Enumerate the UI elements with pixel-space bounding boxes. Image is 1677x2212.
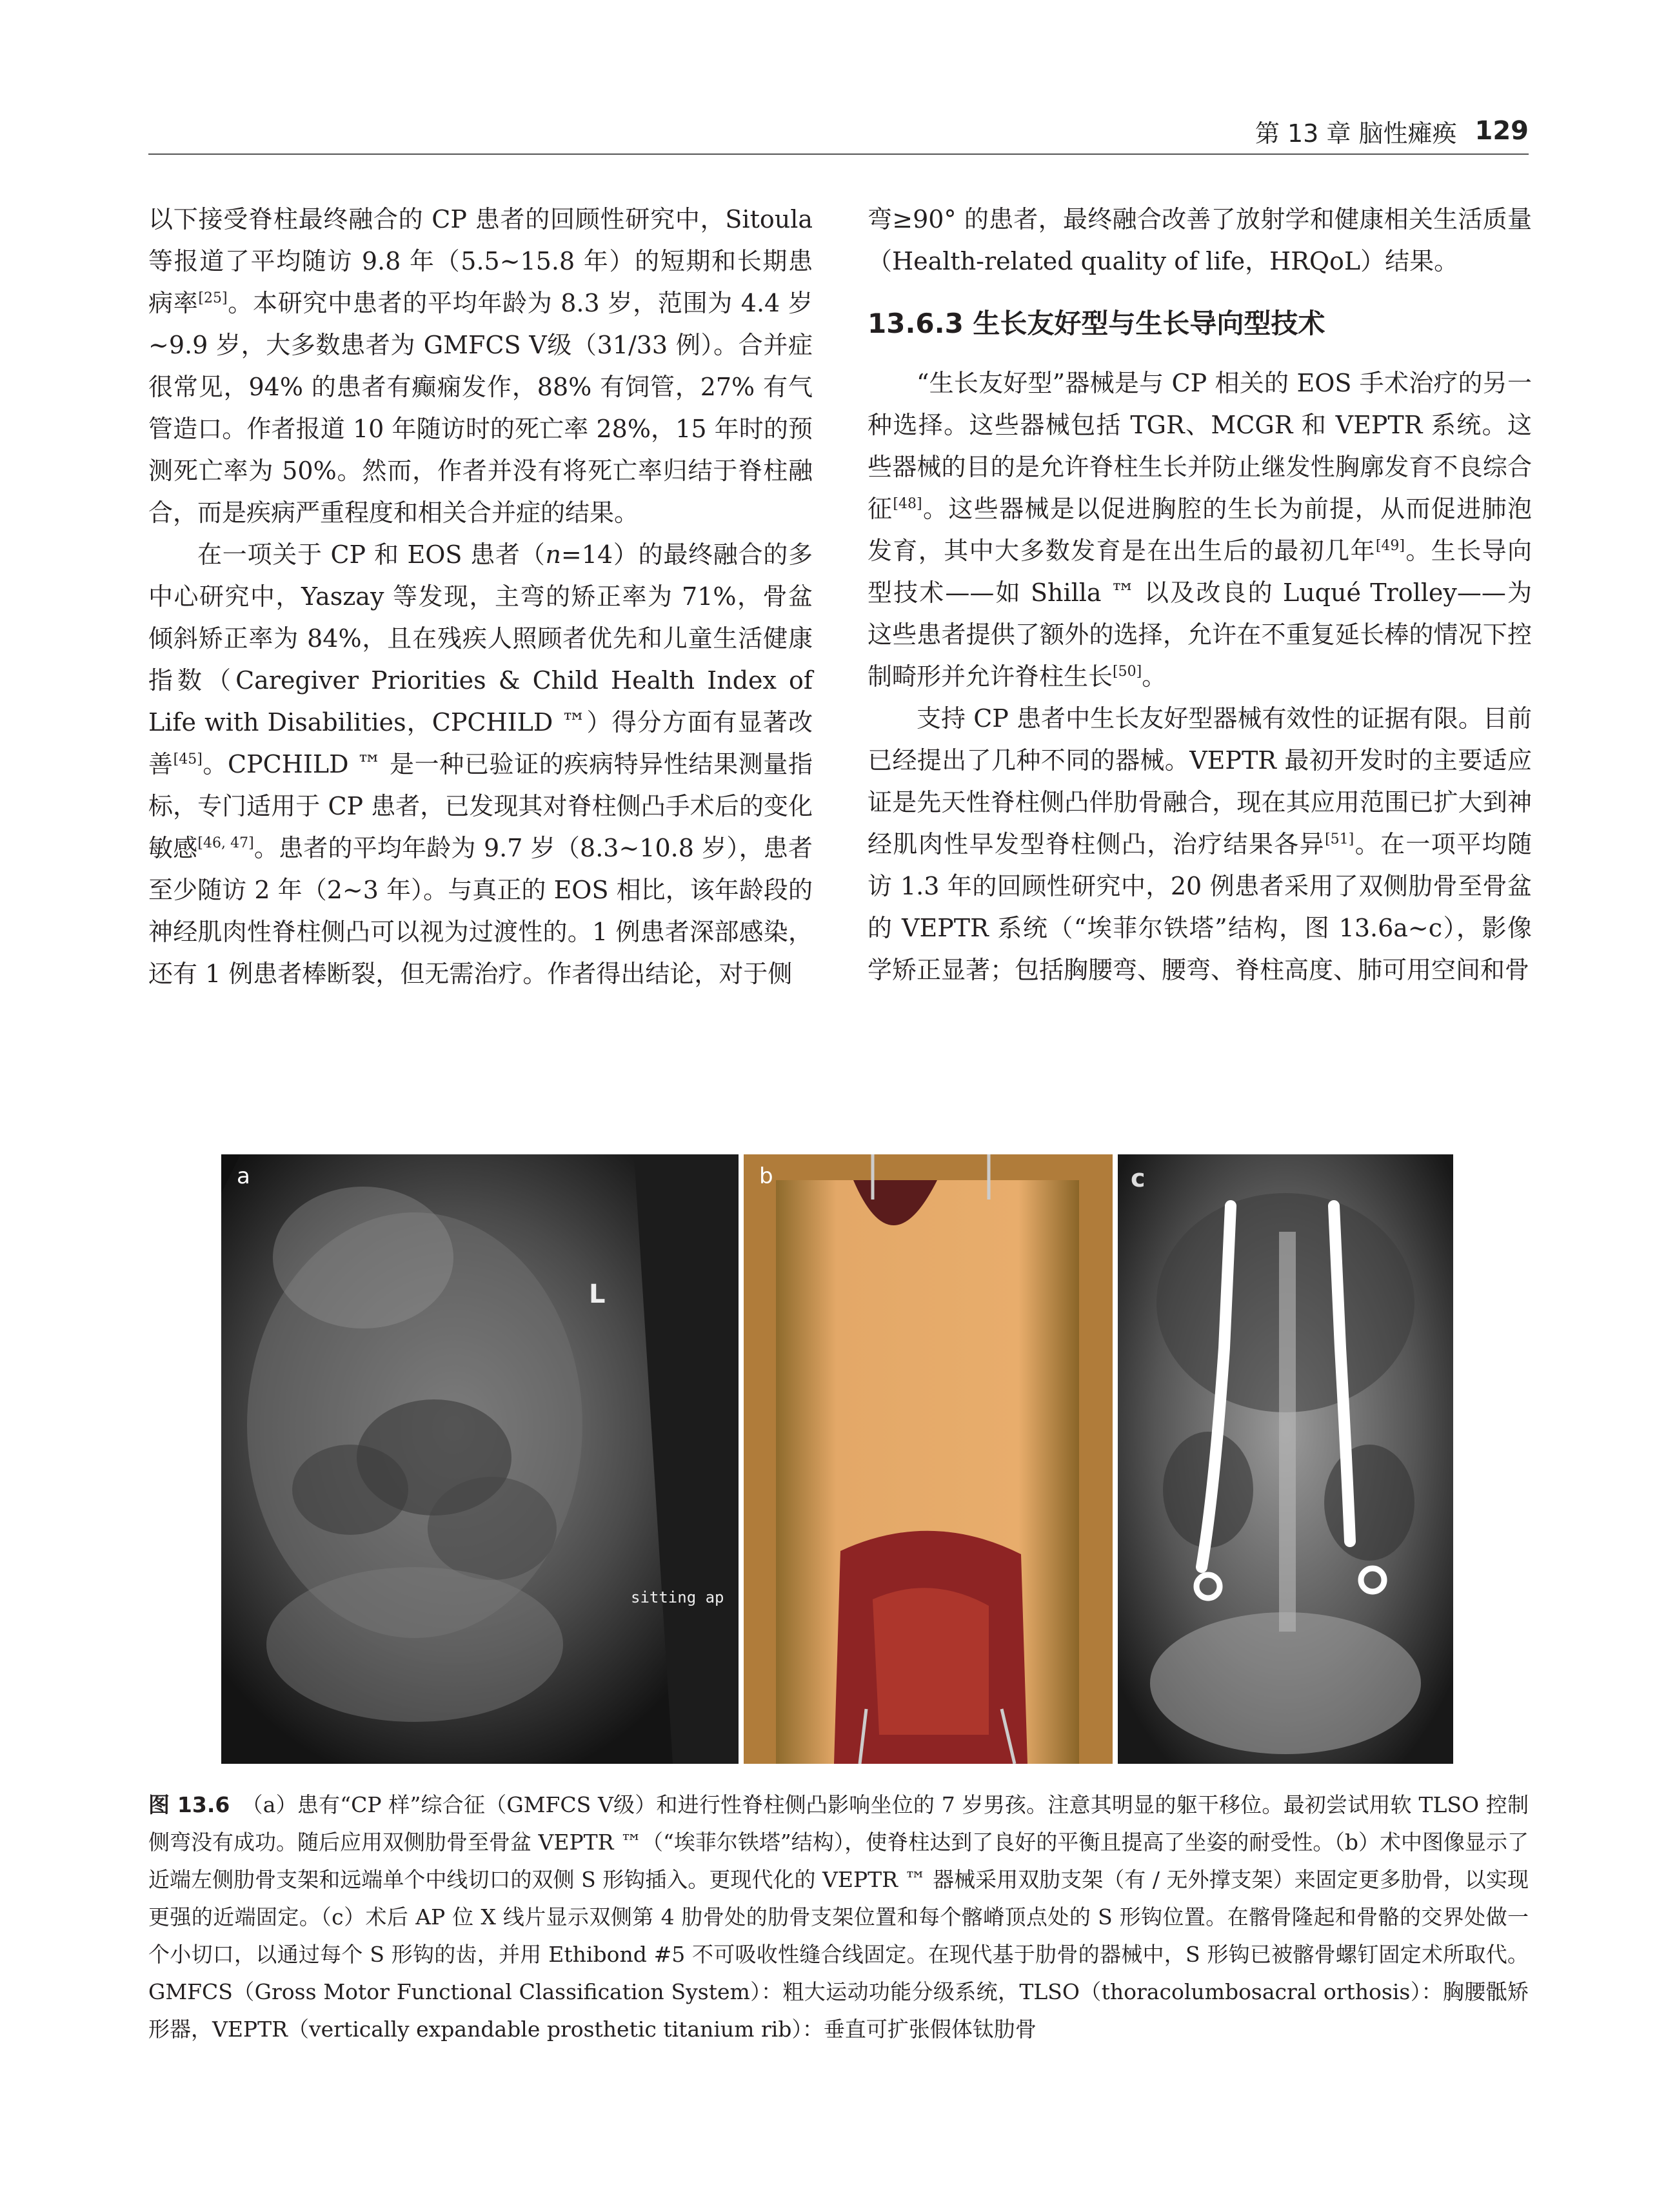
citation-ref: [48] [893,496,922,512]
paragraph-text: “生长友好型”器械是与 CP 相关的 EOS 手术治疗的另一种选择。这些器械包括 TGR、MCGR 和 VEPTR 系统。这些器械的目的是允许脊柱生长并防止继发性胸廓发育不良综合征 [868,369,1532,523]
paragraph-text: 支持 CP 患者中生长友好型器械有效性的证据有限。目前已经提出了几种不同的器械。VEPTR 最初开发时的主要适应证是先天性脊柱侧凸伴肋骨融合，现在其应用范围已扩大到神经肌肉性早发型脊柱侧凸，治疗结果各异 [868,704,1532,858]
figure-caption [148,1786,1529,2048]
paragraph: 弯≥90° 的患者，最终融合改善了放射学和健康相关生活质量（Health-related quality of life，HRQoL）结果。 [868,205,1532,275]
paragraph-text: 。本研究中患者的平均年龄为 8.3 岁，范围为 4.4 岁 ~9.9 岁，大多数患者为 GMFCS Ⅴ级（31/33 例）。合并症很常见，94% 的患者有癫痫发作，88% 有饲管，27% 有气管造口。作者报道 10 年随访时的死亡率 28%，15 年时的预测死亡率为 50%。然而，作者并没有将死亡率归结于脊柱融合，而是疾病严重程度和相关合并症的结果。 [148,289,813,527]
paragraph-text: =14）的最终融合的多中心研究中，Yaszay 等发现，主弯的矫正率为 71%，骨盆倾斜矫正率为 84%，且在残疾人照顾者优先和儿童生活健康指数（Caregiver Priorities & Child Health Index of Life with Disabilities，CPCHILD ™）得分方面有显著改善 [148,540,813,778]
paragraph-text: 。CPCHILD ™ 是一种已验证的疾病特异性结果测量指标，专门适用于 CP 患者，已发现其对脊柱侧凸手术后的变化敏感 [148,750,813,862]
xray-c-illustration [1118,1154,1453,1764]
caption-text: （a）患有“CP 样”综合征（GMFCS Ⅴ级）和进行性脊柱侧凸影响坐位的 7 岁男孩。注意其明显的躯干移位。最初尝试用软 TLSO 控制侧弯没有成功。随后应用双侧肋骨至骨盆 VEPTR ™（“埃菲尔铁塔”结构），使脊柱达到了良好的平衡且提高了坐姿的耐受性。（b）术中图像显示了近端左侧肋骨支架和远端单个中线切口的双侧 S 形钩插入。更现代化的 VEPTR ™ 器械采用双肋支架（有 / 无外撑支架）来固定更多肋骨，以实现更强的近端固定。（c）术后 AP 位 X 线片显示双侧第 4 肋骨处的肋骨支架位置和每个髂嵴顶点处的 S 形钩位置。在髂骨隆起和骨骼的交界处做一个小切口，以通过每个 S 形钩的齿，并用 Ethibond #5 不可吸收性缝合线固定。在现代基于肋骨的器械中，S 形钩已被髂骨螺钉固定术所取代。GMFCS（Gross Motor Functional Classification System）：粗大运动功能分级系统，TLSO（thoracolumbosacral orthosis）：胸腰骶矫形器，VEPTR（vertically expandable prosthetic titanium rib）：垂直可扩张假体钛肋骨 [148,1792,1529,2042]
citation-ref: [46, 47] [197,835,254,851]
paragraph-text: 。 [1142,662,1167,691]
side-marker-L: L [589,1279,606,1309]
paragraph-text: 。患者的平均年龄为 9.7 岁（8.3~10.8 岁），患者至少随访 2 年（2~3 年）。与真正的 EOS 相比，该年龄段的神经肌肉性脊柱侧凸可以视为过渡性的。1 例患者深部感染，还有 1 例患者棒断裂，但无需治疗。作者得出结论，对于侧 [148,834,813,988]
citation-ref: [49] [1375,538,1405,554]
citation-ref: [25] [198,290,228,306]
paragraph-text: 。这些器械是以促进胸腔的生长为前提，从而促进肺泡发育，其中大多数发育是在出生后的最初几年 [868,495,1532,565]
citation-ref: [45] [173,751,203,767]
paragraph [148,534,813,995]
intraop-illustration [744,1154,1113,1764]
xray-a-illustration [221,1154,739,1764]
figure-number: 图 13.6 [148,1792,230,1817]
panel-label-a: a [237,1163,250,1189]
postop-xray-image [1118,1154,1453,1764]
left-column [148,199,813,995]
paragraph-text: 在一项关于 CP 和 EOS 患者（ [197,540,546,569]
view-annotation: sitting ap [631,1588,724,1606]
paragraph [148,199,813,534]
figure-13-6 [221,1154,1453,1764]
paragraph-text: 。生长导向型技术——如 Shilla ™ 以及改良的 Luqué Trolley——为这些患者提供了额外的选择，允许在不重复延长棒的情况下控制畸形并允许脊柱生长 [868,537,1532,691]
page-number: 129 [1474,116,1529,146]
page-header [148,108,1529,155]
section-heading: 13.6.3 生长友好型与生长导向型技术 [868,308,1325,339]
intraoperative-photo [744,1154,1113,1764]
citation-ref: [50] [1113,664,1142,680]
italic-variable: n [545,540,561,569]
citation-ref: [51] [1325,831,1354,847]
xray-sitting-ap-image [221,1154,739,1764]
right-column [868,199,1532,991]
running-head-chapter: 第 13 章 脑性瘫痪 [1255,119,1457,148]
panel-label-c: c [1131,1164,1146,1192]
paragraph [868,698,1532,991]
paragraph-text: 。在一项平均随访 1.3 年的回顾性研究中，20 例患者采用了双侧肋骨至骨盆的 VEPTR 系统（“埃菲尔铁塔”结构，图 13.6a~c），影像学矫正显著；包括胸腰弯、腰弯、脊柱高度、肺可用空间和骨 [868,830,1532,984]
paragraph-text: 以下接受脊柱最终融合的 CP 患者的回顾性研究中，Sitoula 等报道了平均随访 9.8 年（5.5~15.8 年）的短期和长期患病率 [148,205,813,317]
panel-label-b: b [759,1163,773,1189]
paragraph [868,362,1532,698]
